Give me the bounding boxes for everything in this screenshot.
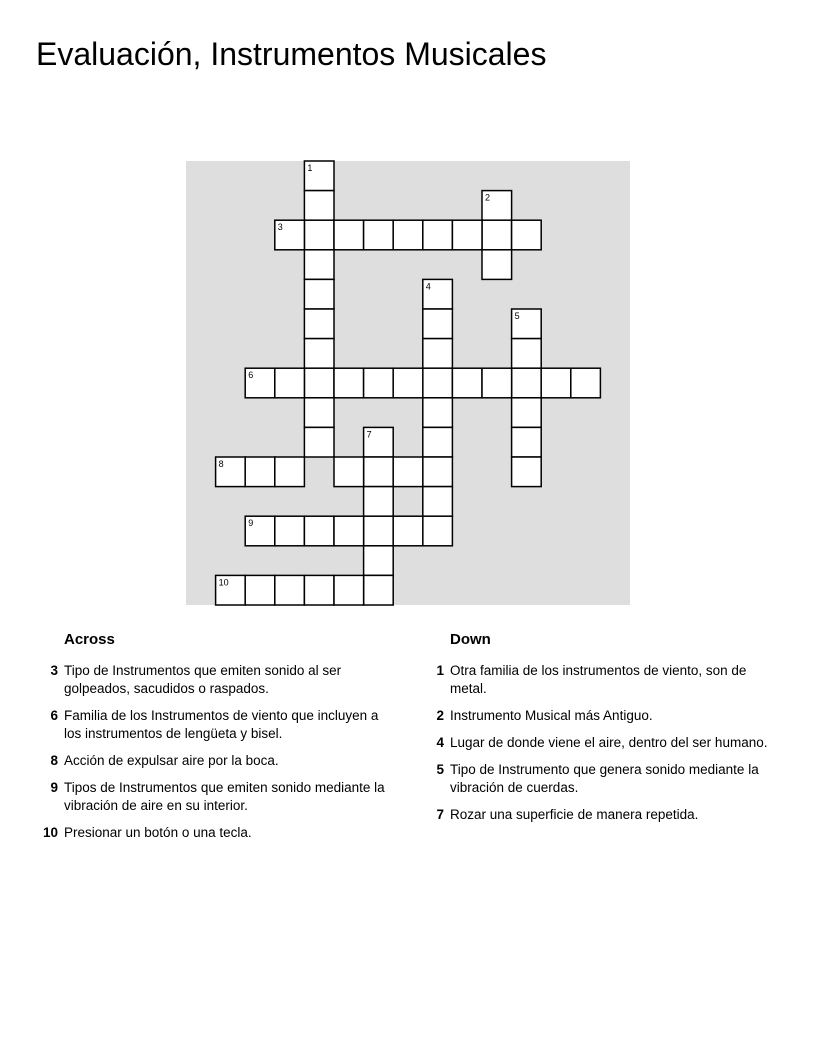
grid-cell[interactable] xyxy=(304,368,334,398)
grid-cell[interactable] xyxy=(482,368,512,398)
grid-cell[interactable] xyxy=(275,516,305,546)
clue-number: 10 xyxy=(42,825,58,840)
down-clue xyxy=(422,806,772,824)
grid-cell[interactable] xyxy=(423,309,453,339)
clue-text: Instrumento Musical más Antiguo. xyxy=(450,708,653,723)
grid-cell[interactable] xyxy=(452,368,482,398)
grid-cell[interactable] xyxy=(393,516,423,546)
grid-cell[interactable] xyxy=(245,457,275,487)
across-clue xyxy=(36,707,386,743)
grid-cell[interactable] xyxy=(304,398,334,428)
page-title: Evaluación, Instrumentos Musicales xyxy=(36,36,547,72)
cell-number: 6 xyxy=(248,370,254,381)
grid-cell[interactable] xyxy=(482,250,512,280)
grid-cell[interactable] xyxy=(423,516,453,546)
grid-cell[interactable] xyxy=(304,339,334,369)
across-clues xyxy=(36,630,386,851)
grid-cell[interactable] xyxy=(512,398,542,428)
clue-text: Tipos de Instrumentos que emiten sonido mediante la vibración de aire en su interior. xyxy=(64,780,385,813)
down-clues xyxy=(422,630,772,833)
across-clue xyxy=(36,752,386,770)
clue-text: Tipo de Instrumentos que emiten sonido al ser golpeados, sacudidos o raspados. xyxy=(64,663,342,696)
down-clue xyxy=(422,662,772,698)
down-clue xyxy=(422,761,772,797)
grid-cell[interactable] xyxy=(304,309,334,339)
clue-text: Familia de los Instrumentos de viento que incluyen a los instrumentos de lengüeta y bisel. xyxy=(64,708,379,741)
grid-cell[interactable] xyxy=(304,516,334,546)
clue-number: 9 xyxy=(50,780,58,795)
clue-text: Presionar un botón o una tecla. xyxy=(64,825,252,840)
cell-number: 5 xyxy=(514,311,520,321)
clue-text: Acción de expulsar aire por la boca. xyxy=(64,753,279,768)
grid-cell[interactable] xyxy=(452,220,482,250)
grid-cell[interactable] xyxy=(275,457,305,487)
grid-cell[interactable] xyxy=(275,575,305,605)
grid-cell[interactable] xyxy=(334,575,364,605)
clue-text: Rozar una superficie de manera repetida. xyxy=(450,807,699,822)
grid-cell[interactable] xyxy=(512,457,542,487)
grid-cell[interactable] xyxy=(482,220,512,250)
grid-cell[interactable] xyxy=(304,220,334,250)
grid-cell[interactable] xyxy=(423,398,453,428)
crossword-grid xyxy=(186,161,630,605)
grid-cell[interactable] xyxy=(364,457,394,487)
cell-number: 4 xyxy=(425,281,431,292)
grid-cell[interactable] xyxy=(423,487,453,517)
grid-cell[interactable] xyxy=(423,427,453,457)
clue-number: 6 xyxy=(50,708,58,723)
grid-cell[interactable] xyxy=(364,487,394,517)
clue-number: 3 xyxy=(50,663,58,678)
grid-cell[interactable] xyxy=(304,191,334,221)
grid-cell[interactable] xyxy=(571,368,601,398)
grid-cell[interactable] xyxy=(364,516,394,546)
grid-cell[interactable] xyxy=(334,516,364,546)
grid-cell[interactable] xyxy=(423,457,453,487)
grid-cell[interactable] xyxy=(512,427,542,457)
grid-cell[interactable] xyxy=(364,575,394,605)
across-clue xyxy=(36,824,386,842)
clue-number: 7 xyxy=(436,807,444,822)
grid-cell[interactable] xyxy=(245,575,275,605)
grid-cell[interactable] xyxy=(304,427,334,457)
grid-cell[interactable] xyxy=(512,220,542,250)
cell-number: 10 xyxy=(218,577,229,588)
cell-number: 1 xyxy=(307,163,313,173)
grid-cell[interactable] xyxy=(393,220,423,250)
grid-cell[interactable] xyxy=(364,368,394,398)
down-heading: Down xyxy=(450,631,491,648)
grid-cell[interactable] xyxy=(393,368,423,398)
grid-cell[interactable] xyxy=(304,575,334,605)
grid-cell[interactable] xyxy=(364,220,394,250)
grid-cell[interactable] xyxy=(275,368,305,398)
across-heading: Across xyxy=(64,631,115,648)
across-clue xyxy=(36,779,386,815)
grid-cell[interactable] xyxy=(393,457,423,487)
grid-cell[interactable] xyxy=(334,457,364,487)
clue-number: 5 xyxy=(436,762,444,777)
clue-number: 2 xyxy=(436,708,444,723)
grid-cell[interactable] xyxy=(512,368,542,398)
cell-number: 8 xyxy=(218,459,224,469)
grid-cell[interactable] xyxy=(304,250,334,280)
cell-number: 3 xyxy=(277,222,283,233)
cell-number: 2 xyxy=(485,192,491,203)
grid-cell[interactable] xyxy=(304,279,334,309)
grid-cell[interactable] xyxy=(423,368,453,398)
grid-cell[interactable] xyxy=(423,339,453,369)
clue-number: 4 xyxy=(436,735,444,750)
clue-text: Lugar de donde viene el aire, dentro del ser humano. xyxy=(450,735,768,750)
cell-number: 7 xyxy=(366,429,372,440)
grid-cell[interactable] xyxy=(541,368,571,398)
cell-number: 9 xyxy=(248,518,254,529)
grid-cell[interactable] xyxy=(423,220,453,250)
grid-cell[interactable] xyxy=(512,339,542,369)
clue-text: Tipo de Instrumento que genera sonido mediante la vibración de cuerdas. xyxy=(450,762,759,795)
grid-cell[interactable] xyxy=(364,546,394,576)
across-clue xyxy=(36,662,386,698)
down-clue xyxy=(422,734,772,752)
clue-number: 1 xyxy=(436,663,444,678)
grid-cell[interactable] xyxy=(334,220,364,250)
down-clue xyxy=(422,707,772,725)
clue-number: 8 xyxy=(50,753,58,768)
clue-text: Otra familia de los instrumentos de viento, son de metal. xyxy=(450,663,747,696)
grid-cell[interactable] xyxy=(334,368,364,398)
